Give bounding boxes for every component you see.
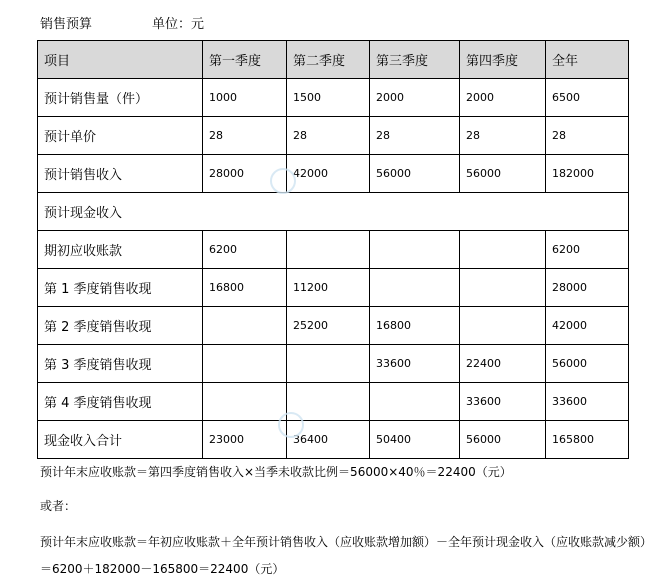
notes-section — [40, 461, 656, 583]
row-label: 预计单价 — [38, 117, 203, 155]
table-cell — [203, 345, 287, 383]
row-label: 预计销售收入 — [38, 155, 203, 193]
table-cell: 23000 — [203, 421, 287, 459]
table-cell: 56000 — [546, 345, 629, 383]
table-cell — [203, 383, 287, 421]
table-cell — [287, 345, 370, 383]
table-cell: 28 — [370, 117, 460, 155]
table-cell: 56000 — [460, 421, 546, 459]
column-header: 第一季度 — [203, 41, 287, 79]
row-label: 期初应收账款 — [38, 231, 203, 269]
sales-budget-table — [37, 40, 629, 459]
column-header: 第二季度 — [287, 41, 370, 79]
table-cell: 182000 — [546, 155, 629, 193]
unit-label: 单位：元 — [152, 17, 205, 32]
table-cell: 28000 — [546, 269, 629, 307]
row-label: 第 4 季度销售收现 — [38, 383, 203, 421]
table-cell: 42000 — [546, 307, 629, 345]
table-cell: 28000 — [203, 155, 287, 193]
page-header — [40, 13, 204, 32]
table-cell: 28 — [460, 117, 546, 155]
table-cell: 6200 — [203, 231, 287, 269]
table-cell: 22400 — [460, 345, 546, 383]
table-cell: 11200 — [287, 269, 370, 307]
table-cell: 42000 — [287, 155, 370, 193]
table-section-row — [38, 193, 629, 231]
table-cell: 33600 — [370, 345, 460, 383]
row-label: 预计销售量（件） — [38, 79, 203, 117]
table-cell: 56000 — [460, 155, 546, 193]
table-row — [38, 79, 629, 117]
column-header: 全年 — [546, 41, 629, 79]
table-cell: 1000 — [203, 79, 287, 117]
table-row — [38, 155, 629, 193]
table-cell — [203, 307, 287, 345]
formula-line: 预计年末应收账款＝第四季度销售收入×当季未收款比例＝56000×40％＝22400（元） — [40, 465, 512, 479]
formula-line: 预计年末应收账款＝年初应收账款＋全年预计销售收入（应收账款增加额）－全年预计现金收入（应收账款减少额）＝6200＋182000－165800＝22400（元） — [40, 535, 653, 576]
table-cell: 6500 — [546, 79, 629, 117]
table-cell: 6200 — [546, 231, 629, 269]
table-cell — [460, 231, 546, 269]
watermark-logo-icon — [270, 168, 296, 194]
budget-title: 销售预算 — [40, 17, 93, 32]
table-cell: 33600 — [460, 383, 546, 421]
table-cell — [287, 231, 370, 269]
table-cell — [370, 231, 460, 269]
table-cell: 36400 — [287, 421, 370, 459]
table-cell — [370, 269, 460, 307]
or-label: 或者： — [40, 499, 77, 513]
table-cell: 1500 — [287, 79, 370, 117]
table-cell — [460, 269, 546, 307]
table-cell: 16800 — [370, 307, 460, 345]
table-cell: 25200 — [287, 307, 370, 345]
row-label: 第 1 季度销售收现 — [38, 269, 203, 307]
watermark-logo-icon — [278, 412, 304, 438]
row-label: 现金收入合计 — [38, 421, 203, 459]
table-header-row — [38, 41, 629, 79]
column-header: 项目 — [38, 41, 203, 79]
table-row — [38, 231, 629, 269]
table-cell: 28 — [203, 117, 287, 155]
column-header: 第三季度 — [370, 41, 460, 79]
table-row — [38, 117, 629, 155]
table-row — [38, 269, 629, 307]
table-cell: 16800 — [203, 269, 287, 307]
table-cell: 33600 — [546, 383, 629, 421]
table-cell: 2000 — [370, 79, 460, 117]
table-cell: 2000 — [460, 79, 546, 117]
table-cell: 28 — [546, 117, 629, 155]
row-label: 第 3 季度销售收现 — [38, 345, 203, 383]
table-cell — [460, 307, 546, 345]
table-cell: 56000 — [370, 155, 460, 193]
row-label: 第 2 季度销售收现 — [38, 307, 203, 345]
table-row — [38, 307, 629, 345]
section-label: 预计现金收入 — [38, 193, 629, 231]
table-cell: 28 — [287, 117, 370, 155]
table-cell: 165800 — [546, 421, 629, 459]
column-header: 第四季度 — [460, 41, 546, 79]
table-cell: 50400 — [370, 421, 460, 459]
table-cell — [370, 383, 460, 421]
table-total-row — [38, 421, 629, 459]
table-row — [38, 345, 629, 383]
table-row — [38, 383, 629, 421]
